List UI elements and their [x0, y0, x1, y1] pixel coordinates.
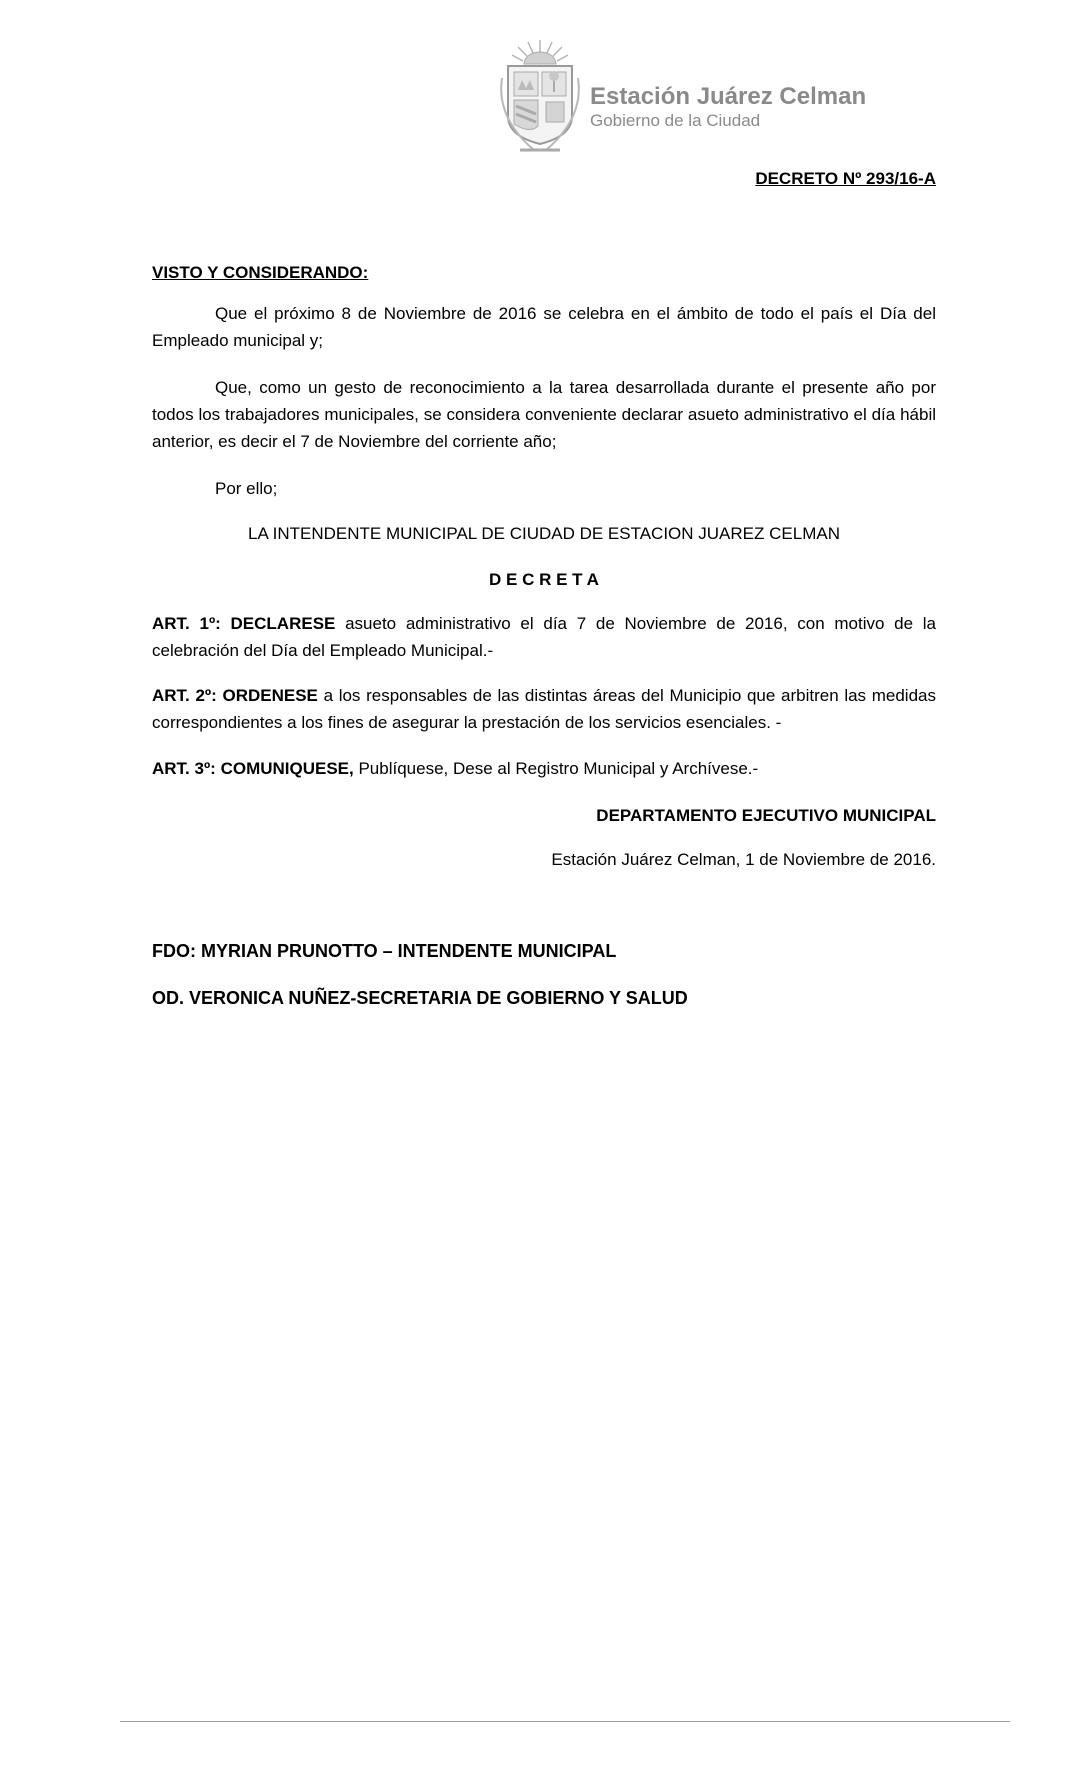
department-line: DEPARTAMENTO EJECUTIVO MUNICIPAL — [596, 806, 936, 825]
article-label: ART. 3º: — [152, 759, 216, 778]
article-2 — [152, 682, 936, 736]
article-label: ART. 1º: — [152, 614, 221, 633]
article-verb: ORDENESE — [222, 686, 318, 705]
article-verb: DECLARESE — [230, 614, 336, 633]
decree-number: DECRETO Nº 293/16-A — [755, 169, 936, 188]
article-1 — [152, 610, 936, 664]
article-3 — [152, 755, 936, 782]
visto-heading: VISTO Y CONSIDERANDO: — [152, 263, 369, 282]
place-date: Estación Juárez Celman, 1 de Noviembre de 2016. — [551, 850, 936, 869]
municipal-crest-icon — [490, 38, 590, 158]
article-verb: COMUNIQUESE, — [220, 759, 354, 778]
letterhead-subtitle: Gobierno de la Ciudad — [590, 111, 761, 130]
authority-line: LA INTENDENTE MUNICIPAL DE CIUDAD DE ESTACION JUAREZ CELMAN — [248, 524, 840, 543]
article-text: Publíquese, Dese al Registro Municipal y Archívese.- — [353, 759, 759, 778]
signature-secretaria: OD. VERONICA NUÑEZ-SECRETARIA DE GOBIERNO Y SALUD — [152, 988, 688, 1008]
article-text: a los responsables de las distintas áreas del Municipio que arbitren las medidas correspondientes a los fines de asegurar la prestación de los servicios esenciales. - — [152, 686, 936, 732]
decreta-heading: D E C R E T A — [489, 570, 599, 589]
por-ello: Por ello; — [215, 479, 278, 498]
considerando-paragraph-2: Que, como un gesto de reconocimiento a la tarea desarrollada durante el presente año por todos los trabajadores municipales, se considera conveniente declarar asueto administrativo el día hábil anterior, es decir el 7 de Noviembre del corriente año; — [152, 378, 936, 451]
considerando-paragraph-1: Que el próximo 8 de Noviembre de 2016 se celebra en el ámbito de todo el país el Día del Empleado municipal y; — [152, 304, 936, 350]
letterhead — [490, 38, 870, 158]
footer-divider — [120, 1721, 1010, 1722]
article-text: asueto administrativo el día 7 de Noviembre de 2016, con motivo de la celebración del Día del Empleado Municipal.- — [152, 614, 936, 660]
letterhead-title: Estación Juárez Celman — [590, 83, 867, 110]
signature-intendente: FDO: MYRIAN PRUNOTTO – INTENDENTE MUNICIPAL — [152, 941, 617, 961]
article-label: ART. 2º: — [152, 686, 217, 705]
